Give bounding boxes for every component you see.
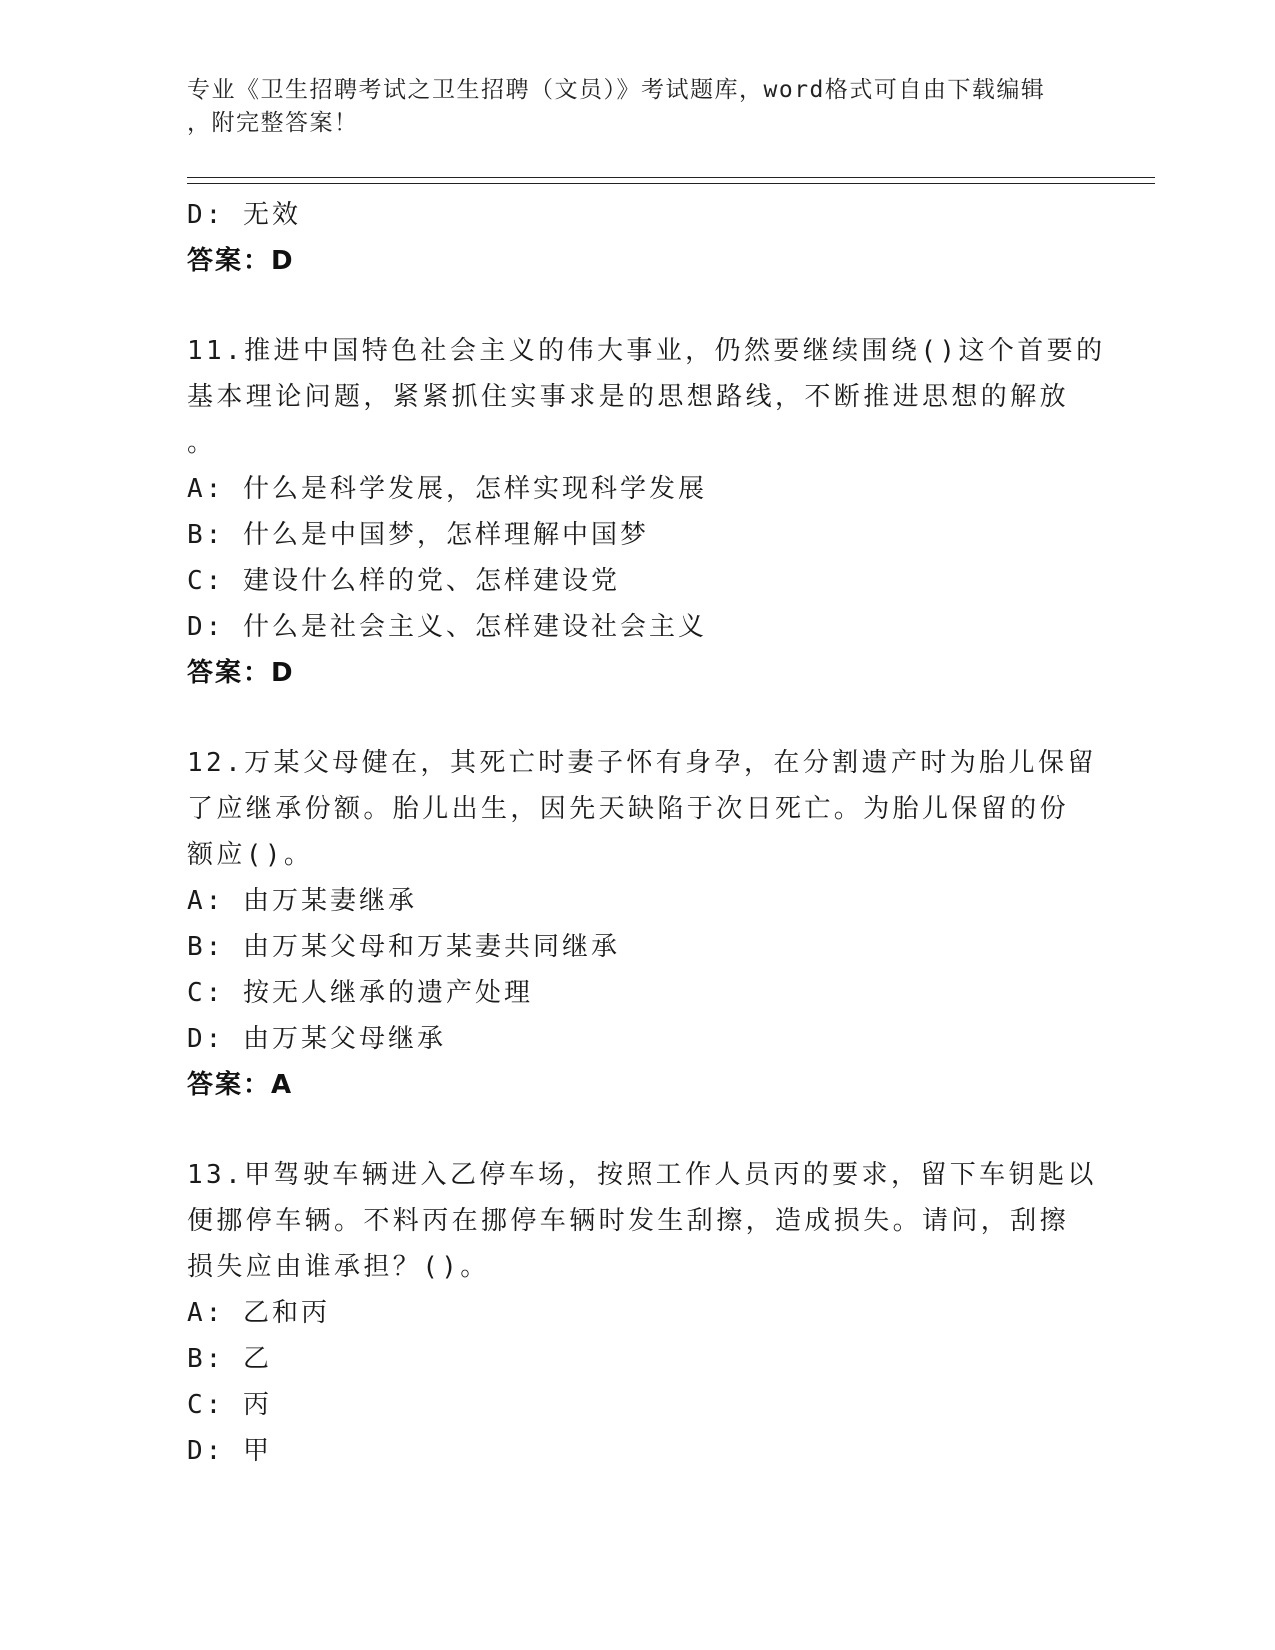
header-title-line-2: ，附完整答案！ xyxy=(187,110,359,136)
spacer xyxy=(187,1108,1087,1152)
header-title-line-1: 专业《卫生招聘考试之卫生招聘（文员）》考试题库，word格式可自由下载编辑 xyxy=(187,77,1046,103)
question-text-line: 基本理论问题，紧紧抓住实事求是的思想路线，不断推进思想的解放 xyxy=(187,382,1070,412)
spacer xyxy=(187,696,1087,740)
question-12 xyxy=(187,740,1097,1108)
option-c: C: 丙 xyxy=(187,1390,272,1420)
question-list xyxy=(187,192,1106,1474)
question-text-line: 11.推进中国特色社会主义的伟大事业，仍然要继续围绕()这个首要的 xyxy=(187,336,1106,366)
option-a: A: 由万某妻继承 xyxy=(187,886,417,916)
question-text-line: 。 xyxy=(187,428,217,458)
option-d: D: 甲 xyxy=(187,1436,272,1466)
option-d: D: 无效 xyxy=(187,200,301,230)
question-text-line: 13.甲驾驶车辆进入乙停车场，按照工作人员丙的要求，留下车钥匙以 xyxy=(187,1160,1097,1190)
option-c: C: 建设什么样的党、怎样建设党 xyxy=(187,566,620,596)
option-a: A: 什么是科学发展，怎样实现科学发展 xyxy=(187,474,707,504)
option-d: D: 什么是社会主义、怎样建设社会主义 xyxy=(187,612,707,642)
answer-line: 答案：D xyxy=(187,246,295,276)
answer-line: 答案：D xyxy=(187,658,295,688)
option-b: B: 什么是中国梦，怎样理解中国梦 xyxy=(187,520,649,550)
option-b: B: 乙 xyxy=(187,1344,272,1374)
question-text-line: 了应继承份额。胎儿出生，因先天缺陷于次日死亡。为胎儿保留的份 xyxy=(187,794,1070,824)
question-11 xyxy=(187,328,1106,696)
option-c: C: 按无人继承的遗产处理 xyxy=(187,978,533,1008)
option-b: B: 由万某父母和万某妻共同继承 xyxy=(187,932,620,962)
option-a: A: 乙和丙 xyxy=(187,1298,330,1328)
question-text-line: 额应()。 xyxy=(187,840,314,870)
question-text-line: 12.万某父母健在，其死亡时妻子怀有身孕，在分割遗产时为胎儿保留 xyxy=(187,748,1097,778)
spacer xyxy=(187,284,1087,328)
question-13 xyxy=(187,1152,1097,1474)
answer-line: 答案：A xyxy=(187,1070,294,1100)
page-header xyxy=(187,74,1067,140)
question-text-line: 便挪停车辆。不料丙在挪停车辆时发生刮擦，造成损失。请问，刮擦 xyxy=(187,1206,1070,1236)
option-d: D: 由万某父母继承 xyxy=(187,1024,446,1054)
question-text-line: 损失应由谁承担？()。 xyxy=(187,1252,490,1282)
header-divider xyxy=(187,177,1155,184)
question-10-tail xyxy=(187,192,1087,284)
